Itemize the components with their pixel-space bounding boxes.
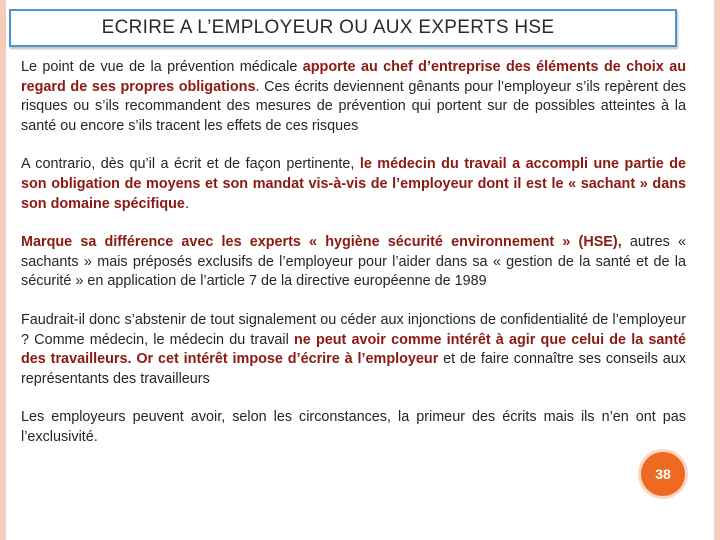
body-text: Le point de vue de la prévention médicale [21,59,303,75]
page-number: 38 [655,466,671,482]
paragraph-1 [21,58,686,136]
slide-title-box [9,9,677,47]
highlighted-text: ne peut avoir comme intérêt à agir que celui de la santé des travailleurs. Or cet intérêt impose d’écrire à l’employeur [21,331,686,368]
body-text: . [184,195,189,212]
highlighted-text: Marque sa différence avec les experts « hygiène sécurité environnement » (HSE), [21,234,622,251]
paragraph-4 [21,311,686,389]
body-text: Faudrait-il donc s’abstenir de tout signalement ou céder aux injonctions de confidentialité de l’employeur ? Comme médecin, le médecin du travail [21,311,686,348]
body-text: A contrario, dès qu’il a écrit et de façon pertinente, [21,156,360,173]
paragraph-5 [21,408,686,447]
slide-body [21,58,686,467]
left-decorative-band [0,0,6,540]
right-decorative-band [714,0,720,540]
highlighted-text: apporte au chef d’entreprise des éléments de choix au regard de ses propres obligations [21,59,686,95]
body-text: et de faire connaître ses conseils aux représentants des travailleurs [21,351,686,387]
highlighted-text: le médecin du travail a accompli une partie de son obligation de moyens et son mandat vis-à-vis de l’employeur dont il est le « sachant » dans son domaine spécifique [21,156,686,212]
slide-title: ECRIRE A L’EMPLOYEUR OU AUX EXPERTS HSE [101,17,555,38]
paragraph-3 [21,233,686,292]
body-text: autres « sachants » mais préposés exclusifs de l’employeur pour l’aider dans sa « gestion de la santé et de la sécurité » en application de l’article 7 de la directive européenne de 1989 [21,234,686,290]
paragraph-2 [21,155,686,214]
page-number-badge [641,452,685,496]
body-text: . Ces écrits deviennent gênants pour l’employeur s’ils repèrent des risques ou s’ils recommandent des mesures de prévention qui portent sur de possibles atteintes à la santé ou encore s’ils tracent les effets de ces risques [21,78,686,134]
body-text: Les employeurs peuvent avoir, selon les circonstances, la primeur des écrits mais ils n’en ont pas l’exclusivité. [21,409,686,445]
